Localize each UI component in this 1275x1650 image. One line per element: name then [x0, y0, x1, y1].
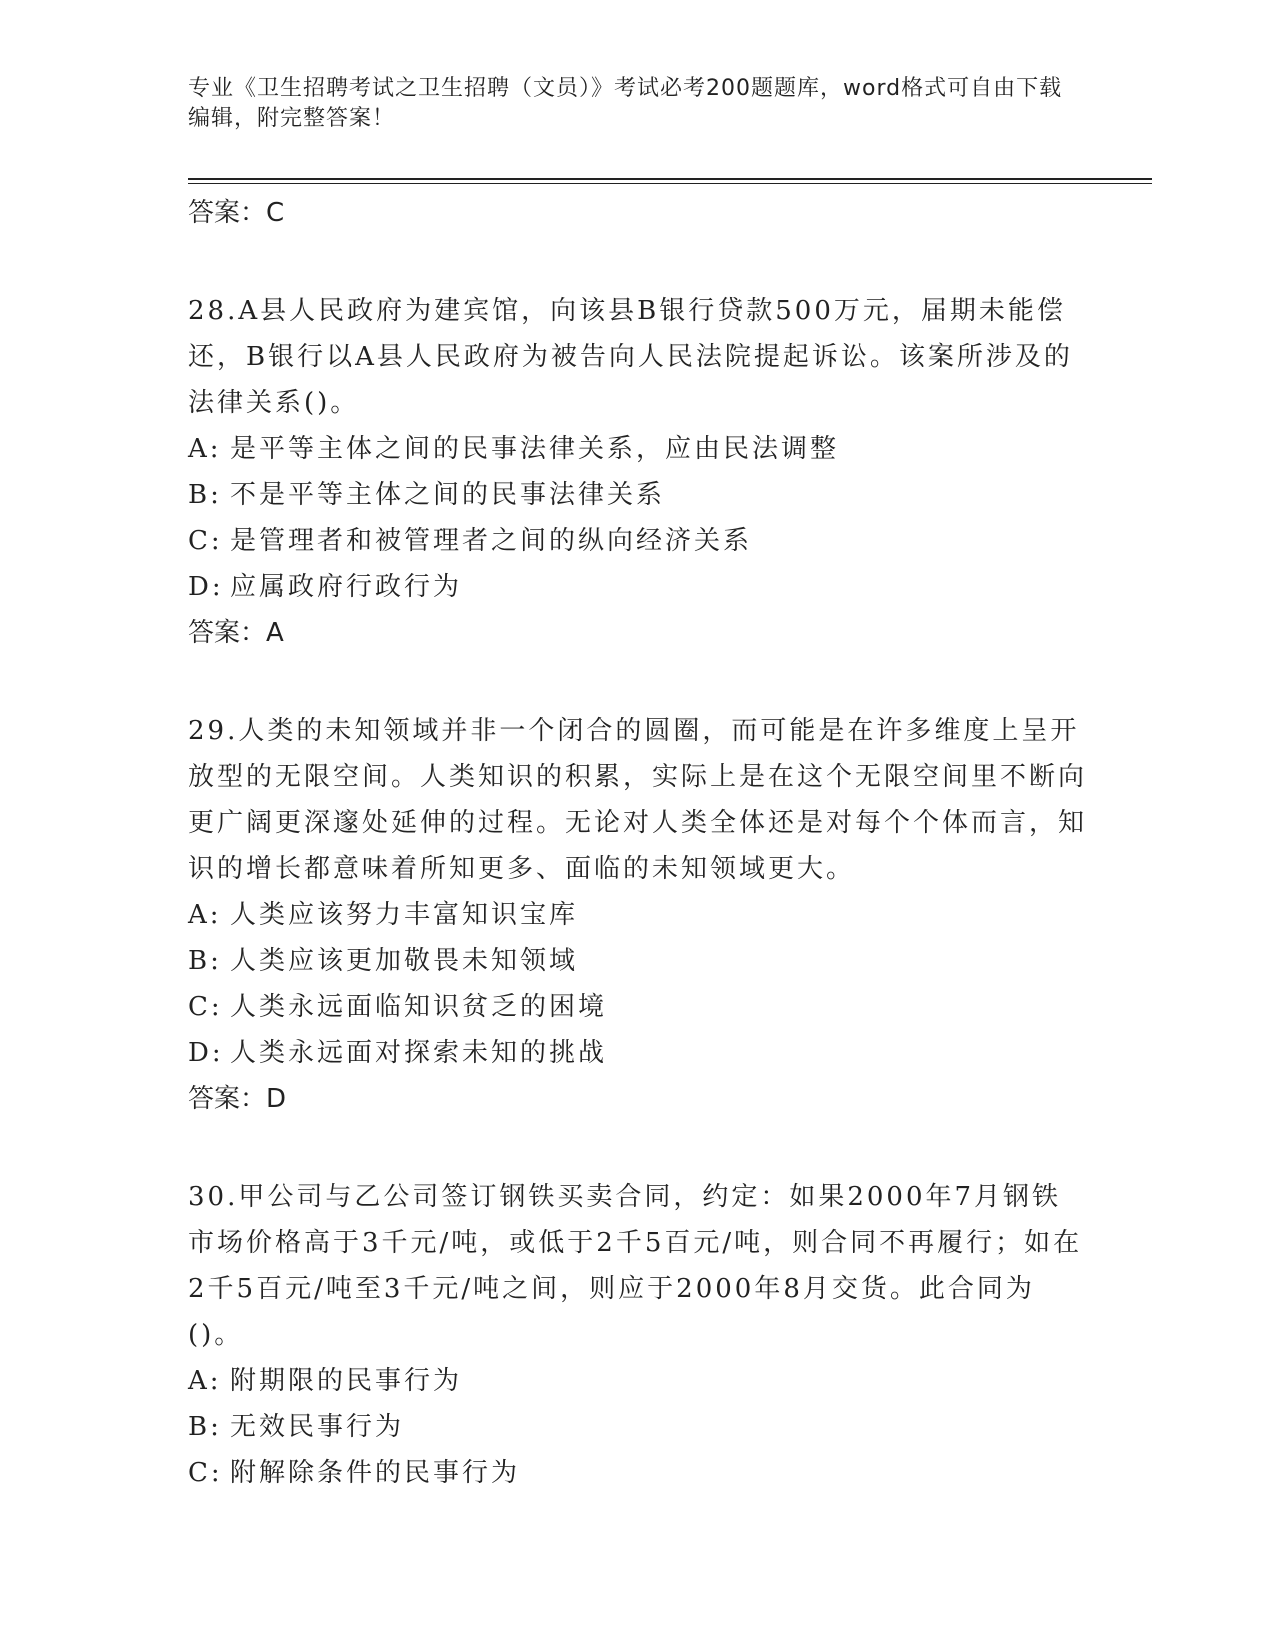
option-c — [188, 1450, 1088, 1496]
answer-line: 答案：D — [188, 1084, 287, 1114]
answer-line: 答案：A — [188, 618, 284, 648]
option-a — [188, 892, 1088, 938]
option-b — [188, 1404, 1088, 1450]
question-item — [188, 708, 1088, 1122]
option-d — [188, 1030, 1088, 1076]
option-d — [188, 564, 1088, 610]
option-c — [188, 518, 1088, 564]
option-key: A: — [188, 434, 222, 464]
option-key: C: — [188, 992, 223, 1022]
option-key: D: — [188, 572, 224, 602]
option-text: 人类应该更加敬畏未知领域 — [230, 946, 579, 976]
option-key: D: — [188, 1038, 224, 1068]
option-text: 人类永远面对探索未知的挑战 — [230, 1038, 608, 1068]
option-text: 人类永远面临知识贫乏的困境 — [230, 992, 608, 1022]
option-key: B: — [188, 946, 222, 976]
option-text: 附期限的民事行为 — [230, 1366, 463, 1396]
answer-line: 答案：C — [188, 198, 285, 228]
option-b — [188, 472, 1088, 518]
option-b — [188, 938, 1088, 984]
question-text: 30.甲公司与乙公司签订钢铁买卖合同，约定：如果2000年7月钢铁市场价格高于3千元/吨，或低于2千5百元/吨，则合同不再履行；如在2千5百元/吨至3千元/吨之间，则应于2000年8月交货。此合同为()。 — [188, 1182, 1083, 1350]
document-header: 专业《卫生招聘考试之卫生招聘（文员）》考试必考200题题库，word格式可自由下载编辑，附完整答案！ — [188, 76, 1063, 131]
option-text: 人类应该努力丰富知识宝库 — [230, 900, 579, 930]
option-text: 是平等主体之间的民事法律关系，应由民法调整 — [230, 434, 840, 464]
option-key: B: — [188, 1412, 222, 1442]
option-text: 应属政府行政行为 — [230, 572, 463, 602]
option-key: A: — [188, 1366, 222, 1396]
option-a — [188, 426, 1088, 472]
option-key: B: — [188, 480, 222, 510]
document-body — [188, 190, 1088, 1496]
option-key: A: — [188, 900, 222, 930]
question-text: 29.人类的未知领域并非一个闭合的圆圈，而可能是在许多维度上呈开放型的无限空间。人类知识的积累，实际上是在这个无限空间里不断向更广阔更深邃处延伸的过程。无论对人类全体还是对每个个体而言，知识的增长都意味着所知更多、面临的未知领域更大。 — [188, 716, 1088, 884]
option-text: 无效民事行为 — [230, 1412, 405, 1442]
question-text: 28.A县人民政府为建宾馆，向该县B银行贷款500万元，届期未能偿还，B银行以A县人民政府为被告向人民法院提起诉讼。该案所涉及的法律关系()。 — [188, 296, 1073, 418]
option-c — [188, 984, 1088, 1030]
question-item — [188, 1174, 1088, 1496]
option-text: 不是平等主体之间的民事法律关系 — [230, 480, 666, 510]
option-text: 是管理者和被管理者之间的纵向经济关系 — [230, 526, 753, 556]
option-key: C: — [188, 1458, 223, 1488]
option-text: 附解除条件的民事行为 — [230, 1458, 521, 1488]
option-key: C: — [188, 526, 223, 556]
header-divider — [188, 178, 1152, 184]
question-item — [188, 288, 1088, 656]
option-a — [188, 1358, 1088, 1404]
